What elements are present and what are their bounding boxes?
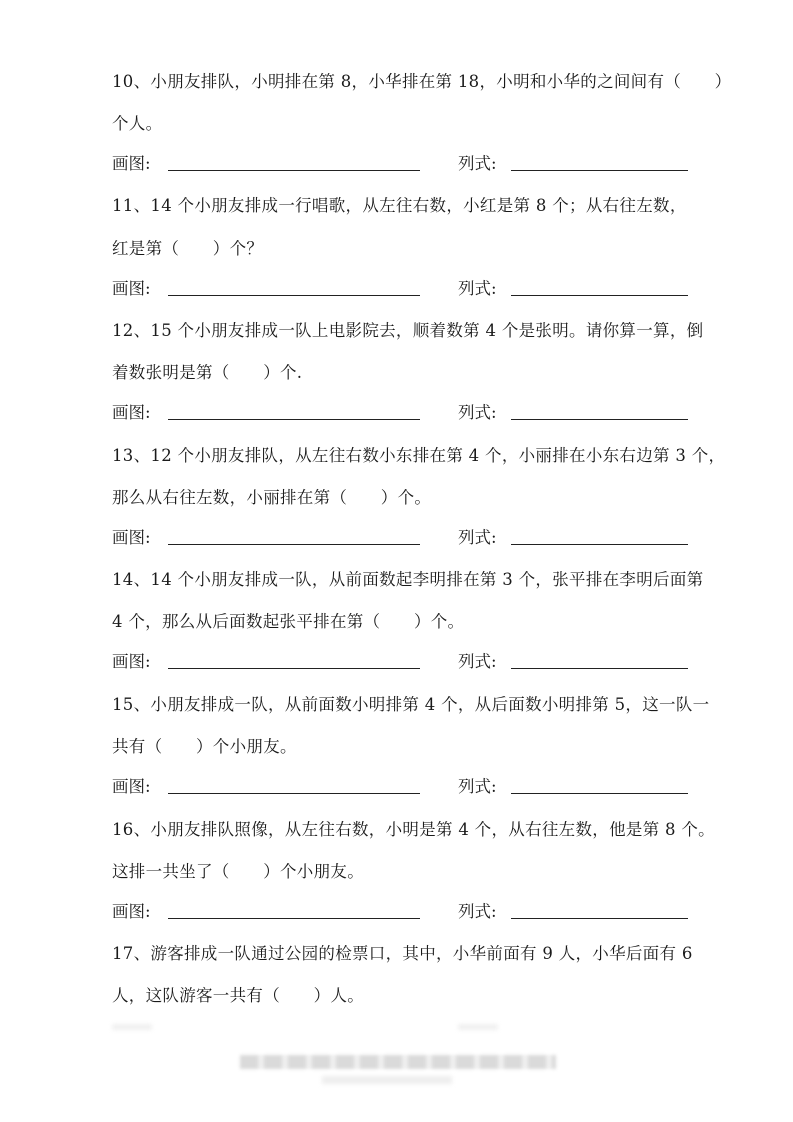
formula-answer-line[interactable] [511, 544, 688, 545]
draw-label: 画图: [112, 652, 151, 671]
question-17-line-1: 17、游客排成一队通过公园的检票口，其中，小华前面有 9 人，小华后面有 6 [112, 944, 693, 963]
draw-answer-line[interactable] [168, 668, 420, 669]
question-15-line-1: 15、小朋友排成一队，从前面数小明排第 4 个，从后面数小明排第 5，这一队一 [112, 695, 710, 714]
draw-label: 画图: [112, 154, 151, 173]
question-10-line-1: 10、小朋友排队，小明排在第 8，小华排在第 18，小明和小华的之间间有（ ） [112, 72, 732, 91]
question-16-line-1: 16、小朋友排队照像，从左往右数，小明是第 4 个，从右往左数，他是第 8 个。 [112, 820, 715, 839]
formula-answer-line[interactable] [511, 419, 688, 420]
answer-row-16 [112, 898, 712, 922]
blurred-footer-sub [322, 1076, 452, 1084]
question-11-line-1: 11、14 个小朋友排成一行唱歌，从左往右数，小红是第 8 个；从右往左数， [112, 196, 687, 215]
draw-answer-line[interactable] [168, 419, 420, 420]
draw-answer-line[interactable] [168, 918, 420, 919]
answer-row-14 [112, 648, 712, 672]
answer-row-13 [112, 524, 712, 548]
question-16-line-2: 这排一共坐了（ ）个小朋友。 [112, 862, 364, 881]
formula-label: 列式: [458, 403, 497, 422]
draw-label: 画图: [112, 279, 151, 298]
formula-label: 列式: [458, 777, 497, 796]
formula-answer-line[interactable] [511, 295, 688, 296]
question-13-line-2: 那么从右往左数，小丽排在第（ ）个。 [112, 488, 432, 507]
formula-label: 列式: [458, 902, 497, 921]
question-14-line-2: 4 个，那么从后面数起张平排在第（ ）个。 [112, 612, 465, 631]
formula-label: 列式: [458, 652, 497, 671]
draw-answer-line[interactable] [168, 544, 420, 545]
question-15-line-2: 共有（ ）个小朋友。 [112, 737, 297, 756]
question-11-line-2: 红是第（ ）个？ [112, 239, 264, 258]
draw-answer-line[interactable] [168, 170, 420, 171]
formula-answer-line[interactable] [511, 668, 688, 669]
faint-cutoff-mark [112, 1024, 152, 1030]
draw-answer-line[interactable] [168, 793, 420, 794]
draw-label: 画图: [112, 528, 151, 547]
question-12-line-1: 12、15 个小朋友排成一队上电影院去，顺着数第 4 个是张明。请你算一算，倒 [112, 321, 704, 340]
draw-label: 画图: [112, 902, 151, 921]
question-12-line-2: 着数张明是第（ ）个. [112, 363, 303, 382]
question-14-line-1: 14、14 个小朋友排成一队，从前面数起李明排在第 3 个，张平排在李明后面第 [112, 570, 704, 589]
formula-label: 列式: [458, 279, 497, 298]
draw-answer-line[interactable] [168, 295, 420, 296]
draw-label: 画图: [112, 777, 151, 796]
question-10-line-2: 个人。 [112, 114, 163, 133]
question-13-line-1: 13、12 个小朋友排队，从左往右数小东排在第 4 个，小丽排在小东右边第 3 个， [112, 446, 726, 465]
draw-label: 画图: [112, 403, 151, 422]
formula-answer-line[interactable] [511, 793, 688, 794]
formula-answer-line[interactable] [511, 918, 688, 919]
formula-answer-line[interactable] [511, 170, 688, 171]
answer-row-10 [112, 150, 712, 174]
question-17-line-2: 人，这队游客一共有（ ）人。 [112, 986, 364, 1005]
answer-row-11 [112, 275, 712, 299]
formula-label: 列式: [458, 154, 497, 173]
blurred-footer [240, 1055, 556, 1069]
answer-row-15 [112, 773, 712, 797]
answer-row-12 [112, 399, 712, 423]
faint-cutoff-mark [458, 1024, 498, 1030]
formula-label: 列式: [458, 528, 497, 547]
